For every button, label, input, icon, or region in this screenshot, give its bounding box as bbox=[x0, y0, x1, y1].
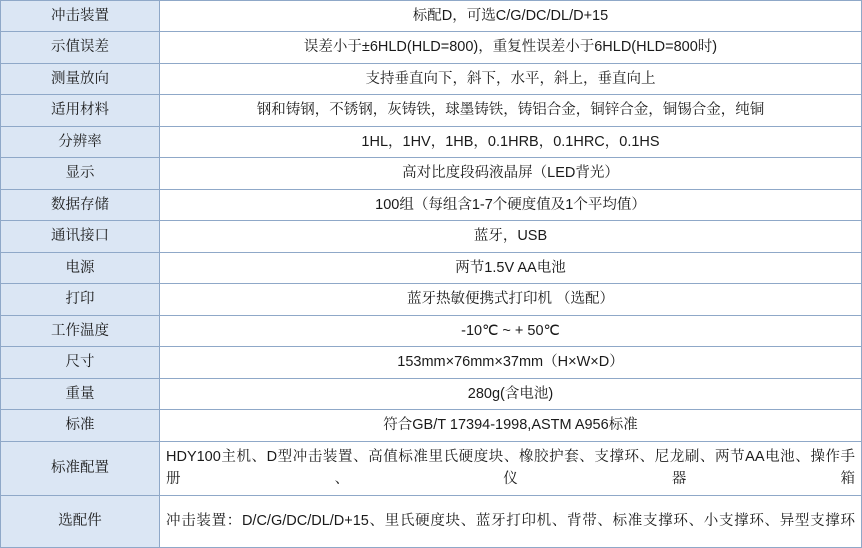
spec-label-cell: 测量放向 bbox=[1, 63, 160, 94]
table-row bbox=[1, 378, 862, 409]
spec-label-cell: 显示 bbox=[1, 158, 160, 189]
spec-value-cell: 支持垂直向下，斜下，水平，斜上，垂直向上 bbox=[160, 63, 862, 94]
spec-value-cell: 100组（每组含1-7个硬度值及1个平均值） bbox=[160, 189, 862, 220]
spec-value-cell: 误差小于±6HLD(HLD=800)，重复性误差小于6HLD(HLD=800时) bbox=[160, 32, 862, 63]
spec-value-cell: 153mm×76mm×37mm（H×W×D） bbox=[160, 347, 862, 378]
spec-value-cell: -10℃ ~ + 50℃ bbox=[160, 315, 862, 346]
spec-value-cell: 蓝牙，USB bbox=[160, 221, 862, 252]
table-row bbox=[1, 347, 862, 378]
spec-label-cell: 尺寸 bbox=[1, 347, 160, 378]
spec-label-cell: 工作温度 bbox=[1, 315, 160, 346]
spec-value-cell: 符合GB/T 17394-1998,ASTM A956标准 bbox=[160, 410, 862, 441]
spec-value-cell: 1HL，1HV，1HB，0.1HRB，0.1HRC，0.1HS bbox=[160, 126, 862, 157]
spec-label-cell: 选配件 bbox=[1, 495, 160, 547]
table-row bbox=[1, 495, 862, 547]
spec-label-cell: 示值误差 bbox=[1, 32, 160, 63]
spec-value-cell: 两节1.5V AA电池 bbox=[160, 252, 862, 283]
spec-label-cell: 冲击装置 bbox=[1, 1, 160, 32]
table-row bbox=[1, 189, 862, 220]
spec-value-cell: 冲击装置：D/C/G/DC/DL/D+15、里氏硬度块、蓝牙打印机、背带、标准支撑环、小支撑环、异型支撑环 bbox=[160, 495, 862, 547]
table-row bbox=[1, 95, 862, 126]
spec-label-cell: 数据存储 bbox=[1, 189, 160, 220]
table-row bbox=[1, 284, 862, 315]
table-row bbox=[1, 1, 862, 32]
spec-label-cell: 重量 bbox=[1, 378, 160, 409]
spec-label-cell: 标准配置 bbox=[1, 441, 160, 495]
specification-table-body bbox=[1, 1, 862, 548]
spec-value-cell: 高对比度段码液晶屏（LED背光） bbox=[160, 158, 862, 189]
table-row bbox=[1, 252, 862, 283]
spec-value-cell: 标配D，可选C/G/DC/DL/D+15 bbox=[160, 1, 862, 32]
table-row bbox=[1, 221, 862, 252]
spec-value-cell: 钢和铸钢，不锈钢，灰铸铁，球墨铸铁，铸铝合金，铜锌合金，铜锡合金，纯铜 bbox=[160, 95, 862, 126]
table-row bbox=[1, 32, 862, 63]
spec-label-cell: 适用材料 bbox=[1, 95, 160, 126]
table-row bbox=[1, 441, 862, 495]
spec-label-cell: 打印 bbox=[1, 284, 160, 315]
spec-value-cell: 蓝牙热敏便携式打印机 （选配） bbox=[160, 284, 862, 315]
table-row bbox=[1, 410, 862, 441]
spec-value-cell: HDY100主机、D型冲击装置、高值标准里氏硬度块、橡胶护套、支撑环、尼龙刷、两节AA电池、操作手册、仪器箱 bbox=[160, 441, 862, 495]
table-row bbox=[1, 158, 862, 189]
spec-value-cell: 280g(含电池) bbox=[160, 378, 862, 409]
table-row bbox=[1, 315, 862, 346]
spec-label-cell: 标准 bbox=[1, 410, 160, 441]
spec-label-cell: 电源 bbox=[1, 252, 160, 283]
table-row bbox=[1, 63, 862, 94]
spec-label-cell: 通讯接口 bbox=[1, 221, 160, 252]
table-row bbox=[1, 126, 862, 157]
spec-label-cell: 分辨率 bbox=[1, 126, 160, 157]
